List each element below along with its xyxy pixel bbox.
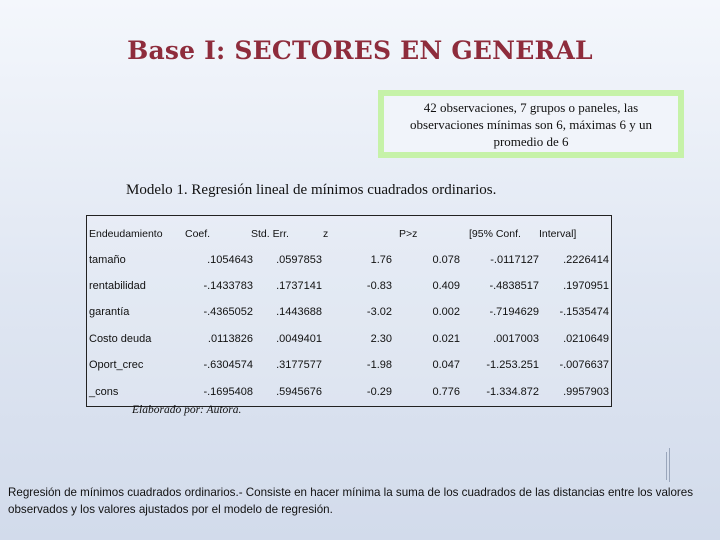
header-dependent-variable: Endeudamiento — [89, 228, 163, 240]
cell-ci-low: -.4838517 — [489, 280, 539, 292]
table-row — [87, 359, 611, 373]
header-coef: Coef. — [185, 228, 211, 240]
cell-coef: -.6304574 — [203, 359, 253, 371]
cell-coef: -.1433783 — [203, 280, 253, 292]
cell-ci-low: -.0117127 — [490, 254, 539, 266]
cell-z: -1.98 — [366, 359, 392, 371]
cell-ci-low: -1.334.872 — [486, 386, 539, 398]
cell-ci-low: -.7194629 — [489, 306, 539, 318]
table-row — [87, 280, 611, 294]
cell-std-err: .3177577 — [276, 359, 322, 371]
row-label: Oport_crec — [89, 359, 144, 371]
row-label: garantía — [89, 306, 130, 318]
table-row — [87, 333, 611, 347]
cell-ci-high: .2226414 — [563, 254, 609, 266]
cell-z: -0.29 — [366, 386, 392, 398]
cell-p-value: 0.776 — [432, 386, 460, 398]
row-label: Costo deuda — [89, 333, 152, 345]
cell-coef: -.4365052 — [203, 306, 253, 318]
cell-ci-high: -.0076637 — [559, 359, 609, 371]
cell-ci-high: -.1535474 — [559, 306, 609, 318]
cell-p-value: 0.409 — [432, 280, 460, 292]
cell-std-err: .1443688 — [276, 306, 322, 318]
footer-definition: Regresión de mínimos cuadrados ordinarios.- Consiste en hacer mínima la suma de los cuadrados de las distancias entre los valores observados y los valores ajustados por el modelo de regresión. — [8, 486, 694, 516]
regression-table — [86, 215, 612, 407]
cell-z: 1.76 — [370, 254, 392, 266]
model-title: Modelo 1. Regresión lineal de mínimos cuadrados ordinarios. — [126, 182, 497, 198]
cell-std-err: .5945676 — [276, 386, 322, 398]
cell-z: -0.83 — [366, 280, 392, 292]
page-title: Base I: SECTORES EN GENERAL — [127, 36, 593, 65]
header-z: z — [323, 228, 329, 240]
observations-text: 42 observaciones, 7 grupos o paneles, las observaciones mínimas son 6, máximas 6 y un promedio de 6 — [410, 99, 652, 149]
row-label: tamaño — [89, 254, 126, 266]
cell-ci-high: .0210649 — [563, 333, 609, 345]
cell-std-err: .1737141 — [276, 280, 322, 292]
header-conf-interval-open: [95% Conf. — [469, 228, 521, 240]
decorative-line — [666, 452, 667, 480]
row-label: _cons — [89, 386, 119, 398]
decorative-line — [669, 448, 670, 482]
row-label: rentabilidad — [89, 280, 146, 292]
cell-z: -3.02 — [366, 306, 392, 318]
observations-box — [378, 90, 684, 158]
cell-coef: -.1695408 — [203, 386, 253, 398]
cell-coef: .1054643 — [207, 254, 253, 266]
cell-ci-low: .0017003 — [493, 333, 539, 345]
cell-std-err: .0049401 — [276, 333, 322, 345]
cell-p-value: 0.047 — [432, 359, 460, 371]
cell-ci-low: -1.253.251 — [486, 359, 539, 371]
cell-std-err: .0597853 — [276, 254, 322, 266]
table-row — [87, 386, 611, 400]
cell-p-value: 0.078 — [432, 254, 460, 266]
source-note: Elaborado por: Autora. — [132, 404, 242, 416]
table-row — [87, 306, 611, 320]
cell-ci-high: .1970951 — [563, 280, 609, 292]
header-conf-interval-close: Interval] — [539, 228, 577, 240]
cell-p-value: 0.021 — [432, 333, 460, 345]
header-p-value: P>z — [399, 228, 418, 240]
cell-p-value: 0.002 — [432, 306, 460, 318]
cell-coef: .0113826 — [207, 333, 253, 345]
cell-z: 2.30 — [370, 333, 392, 345]
header-std-err: Std. Err. — [251, 228, 289, 240]
cell-ci-high: .9957903 — [563, 386, 609, 398]
table-row — [87, 254, 611, 268]
